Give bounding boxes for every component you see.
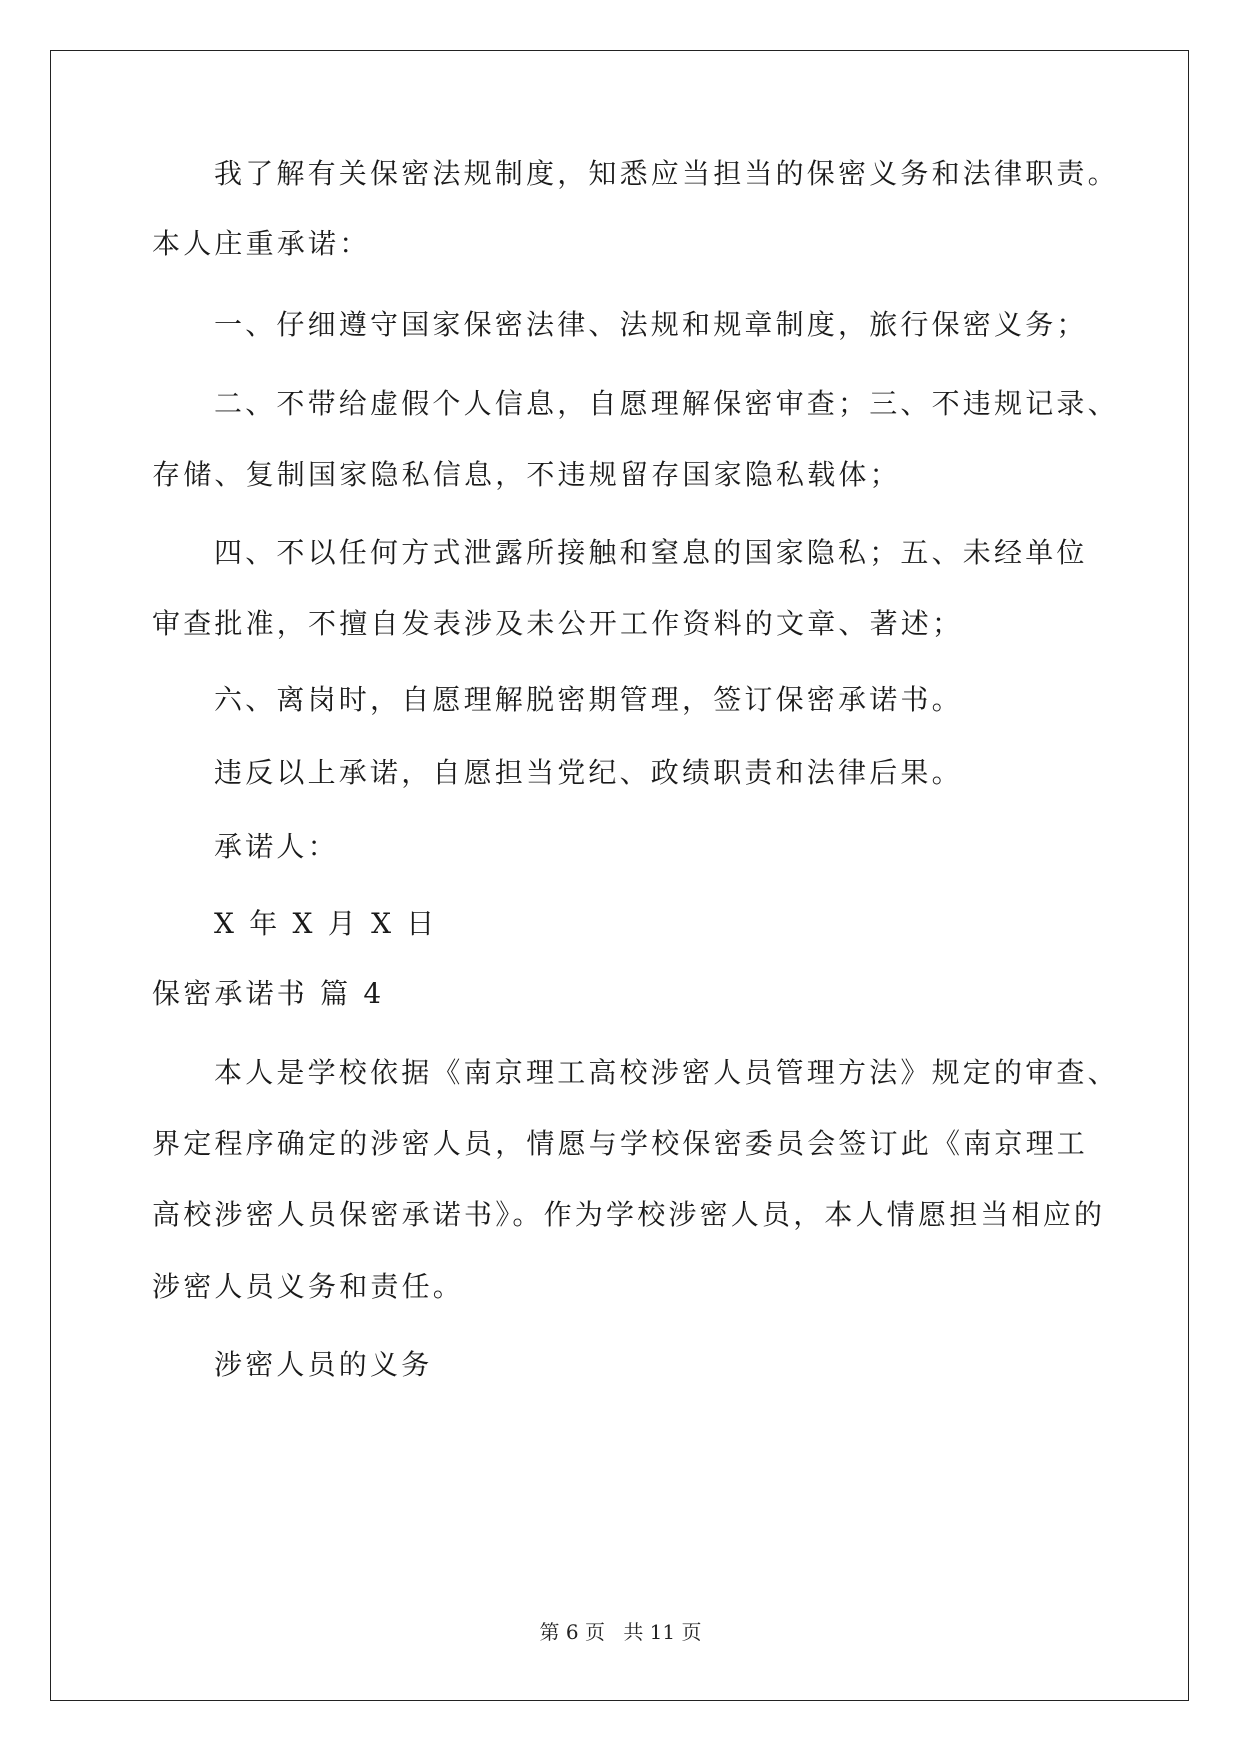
- page-footer: [0, 1620, 1241, 1644]
- paragraph-line: 六、离岗时，自愿理解脱密期管理，签订保密承诺书。: [214, 683, 963, 716]
- paragraph-line: 二、不带给虚假个人信息，自愿理解保密审查；三、不违规记录、: [214, 387, 1119, 420]
- paragraph-line: 本人庄重承诺：: [152, 227, 371, 260]
- subheading: 涉密人员的义务: [214, 1348, 433, 1381]
- paragraph-line: 我了解有关保密法规制度，知悉应当担当的保密义务和法律职责。: [214, 157, 1119, 190]
- paragraph-line: 审查批准，不擅自发表涉及未公开工作资料的文章、著述；: [152, 607, 964, 640]
- paragraph-line: 一、仔细遵守国家保密法律、法规和规章制度，旅行保密义务；: [214, 308, 1088, 341]
- paragraph-line: 本人是学校依据《南京理工高校涉密人员管理方法》规定的审查、: [214, 1056, 1119, 1089]
- section-heading: 保密承诺书 篇 4: [152, 977, 385, 1010]
- paragraph-line: 违反以上承诺，自愿担当党纪、政绩职责和法律后果。: [214, 756, 963, 789]
- date-line: X 年 X 月 X 日: [214, 907, 438, 940]
- page-total: 共 11 页: [623, 1620, 702, 1644]
- paragraph-line: 存储、复制国家隐私信息，不违规留存国家隐私载体；: [152, 458, 901, 491]
- paragraph-line: 四、不以任何方式泄露所接触和窒息的国家隐私；五、未经单位: [214, 536, 1088, 569]
- paragraph-line: 涉密人员义务和责任。: [152, 1270, 465, 1303]
- paragraph-line: 界定程序确定的涉密人员，情愿与学校保密委员会签订此《南京理工: [152, 1127, 1089, 1160]
- page-border: [50, 50, 1189, 1701]
- page-number: 第 6 页: [539, 1620, 605, 1644]
- signer-label: 承诺人：: [214, 830, 339, 863]
- paragraph-line: 高校涉密人员保密承诺书》。作为学校涉密人员，本人情愿担当相应的: [152, 1198, 1106, 1231]
